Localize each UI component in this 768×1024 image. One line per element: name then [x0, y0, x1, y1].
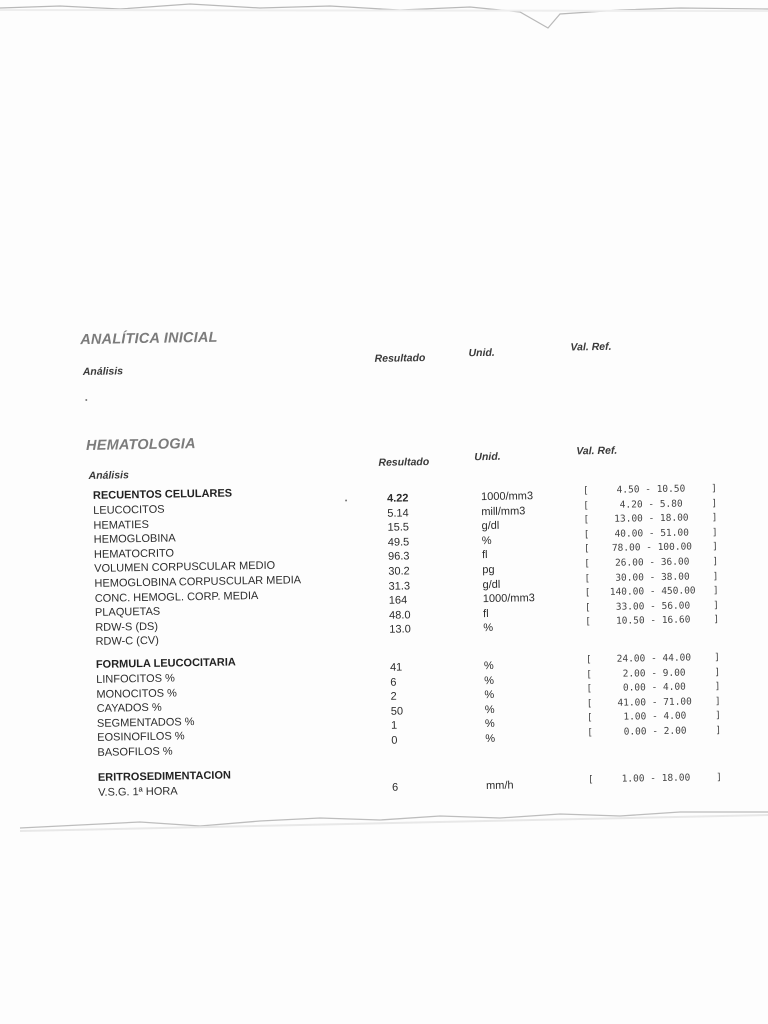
test-result: 31.3 — [388, 579, 411, 593]
test-name: V.S.G. 1ª HORA — [98, 785, 178, 799]
test-unit: pg — [482, 563, 495, 577]
bracket-close: ] — [712, 570, 719, 582]
test-unit: % — [483, 659, 494, 673]
group-title: ERITROSEDIMENTACION — [97, 769, 232, 784]
test-result: 49.5 — [387, 536, 410, 549]
col-header-resultado: Resultado — [378, 455, 430, 469]
bracket-close: ] — [716, 771, 723, 784]
test-result: 164 — [388, 594, 408, 607]
test-name: HEMOGLOBINA CORPUSCULAR MEDIA — [94, 574, 302, 590]
bracket-open: [ — [583, 514, 590, 526]
bracket-open: [ — [587, 774, 594, 786]
bracket-open: [ — [586, 697, 593, 710]
reference-value: 4.50 - 10.50 — [616, 483, 686, 496]
test-unit: % — [484, 703, 495, 716]
reference-value: 26.00 - 36.00 — [614, 556, 690, 569]
test-name: CAYADOS % — [96, 701, 162, 716]
col-header-valref: Val. Ref. — [576, 444, 618, 458]
col-header-analisis: Análisis — [88, 469, 129, 482]
test-name: LINFOCITOS % — [96, 672, 175, 686]
bracket-open: [ — [587, 727, 594, 739]
bracket-close: ] — [714, 666, 721, 678]
reference-value: 33.00 - 56.00 — [615, 600, 691, 613]
bracket-open: [ — [583, 543, 590, 555]
reference-value: 41.00 - 71.00 — [617, 696, 692, 709]
test-name: RDW-S (DS) — [95, 620, 159, 634]
bracket-open: [ — [585, 616, 592, 628]
reference-value: 2.00 - 9.00 — [622, 667, 686, 680]
bracket-open: [ — [584, 572, 591, 584]
reference-value: 0.00 - 4.00 — [622, 681, 686, 694]
test-result: 5.14 — [387, 506, 409, 520]
col-header-unid: Unid. — [468, 346, 495, 360]
test-unit: % — [484, 689, 495, 702]
test-unit: % — [483, 622, 494, 635]
test-result: 15.5 — [387, 521, 410, 534]
reference-value: 24.00 - 44.00 — [616, 652, 692, 665]
test-unit: g/dl — [482, 578, 501, 591]
test-result: 1 — [390, 719, 398, 733]
test-unit: % — [484, 674, 495, 687]
test-name: SEGMENTADOS % — [96, 715, 195, 730]
test-name: PLAQUETAS — [94, 605, 161, 620]
section-title-inicial: ANALÍTICA INICIAL — [80, 329, 218, 349]
bracket-close: ] — [715, 724, 722, 737]
top-torn-edge — [0, 4, 768, 28]
test-result: 6 — [391, 781, 399, 794]
test-result: 13.0 — [389, 623, 411, 637]
reference-value: 1.00 - 18.00 — [621, 772, 691, 785]
speck-mark — [85, 399, 87, 401]
test-name: EOSINOFILOS % — [97, 730, 185, 745]
bracket-close: ] — [714, 695, 721, 707]
bracket-close: ] — [713, 614, 720, 626]
bracket-open: [ — [583, 529, 590, 541]
test-result: 50 — [390, 705, 404, 718]
bracket-close: ] — [713, 599, 720, 611]
bracket-close: ] — [712, 541, 719, 553]
bracket-open: [ — [586, 712, 593, 724]
test-unit: % — [484, 718, 495, 731]
col-header-valref: Val. Ref. — [570, 340, 612, 354]
test-result: 41 — [389, 661, 403, 674]
bracket-open: [ — [584, 601, 591, 614]
test-unit: g/dl — [481, 519, 500, 533]
bracket-open: [ — [585, 654, 592, 666]
test-unit: mill/mm3 — [481, 504, 526, 518]
test-unit: % — [485, 732, 496, 746]
test-unit: % — [481, 534, 492, 547]
reference-value: 140.00 - 450.00 — [609, 585, 696, 599]
test-unit: fl — [481, 549, 488, 562]
test-name: HEMOGLOBINA — [93, 532, 176, 547]
reference-value: 4.20 - 5.80 — [619, 498, 683, 511]
bracket-close: ] — [711, 482, 718, 495]
bracket-open: [ — [584, 558, 591, 570]
bracket-close: ] — [711, 497, 718, 509]
test-unit: fl — [482, 607, 489, 620]
section-title-hematologia: HEMATOLOGIA — [85, 436, 196, 454]
test-result: 48.0 — [388, 609, 411, 622]
bracket-close: ] — [712, 585, 719, 597]
test-result: 4.22 — [386, 492, 409, 505]
test-name: VOLUMEN CORPUSCULAR MEDIO — [94, 560, 276, 576]
bottom-torn-edge — [20, 812, 768, 828]
group-title: FORMULA LEUCOCITARIA — [95, 656, 236, 671]
reference-value: 13.00 - 18.00 — [614, 512, 689, 525]
bracket-open: [ — [586, 668, 592, 680]
test-name: HEMATIES — [93, 518, 150, 532]
speck-mark — [345, 499, 347, 501]
test-result: 0 — [391, 734, 398, 747]
bracket-close: ] — [711, 526, 718, 538]
reference-value: 10.50 - 16.60 — [615, 614, 691, 628]
bracket-open: [ — [582, 485, 589, 497]
bracket-close: ] — [714, 651, 720, 664]
test-name: LEUCOCITOS — [93, 503, 165, 517]
bracket-close: ] — [712, 555, 719, 568]
bracket-open: [ — [586, 683, 593, 695]
test-result: 2 — [390, 690, 397, 703]
col-header-unid: Unid. — [474, 450, 501, 464]
bracket-open: [ — [584, 587, 591, 599]
bracket-close: ] — [715, 710, 721, 722]
test-name: MONOCITOS % — [96, 687, 178, 701]
test-name: HEMATOCRITO — [93, 547, 175, 561]
group-title: RECUENTOS CELULARES — [92, 487, 233, 502]
reference-value: 0.00 - 2.00 — [623, 725, 687, 738]
test-name: BASOFILOS % — [97, 745, 173, 759]
bracket-close: ] — [714, 681, 721, 693]
top-edge-shadow — [0, 10, 768, 11]
test-unit: 1000/mm3 — [482, 592, 535, 606]
test-name: RDW-C (CV) — [95, 635, 159, 649]
test-unit: 1000/mm3 — [480, 490, 534, 504]
bracket-open: [ — [583, 499, 590, 511]
reference-value: 30.00 - 38.00 — [615, 571, 690, 584]
reference-value: 40.00 - 51.00 — [614, 527, 689, 540]
reference-value: 78.00 - 100.00 — [611, 541, 693, 555]
reference-value: 1.00 - 4.00 — [623, 710, 687, 724]
test-name: CONC. HEMOGL. CORP. MEDIA — [94, 589, 259, 605]
col-header-analisis: Análisis — [82, 365, 124, 379]
test-result: 96.3 — [387, 550, 410, 564]
test-result: 6 — [390, 676, 397, 689]
test-result: 30.2 — [388, 565, 410, 578]
col-header-resultado: Resultado — [374, 352, 426, 365]
bracket-close: ] — [711, 512, 718, 524]
test-unit: mm/h — [485, 779, 514, 793]
